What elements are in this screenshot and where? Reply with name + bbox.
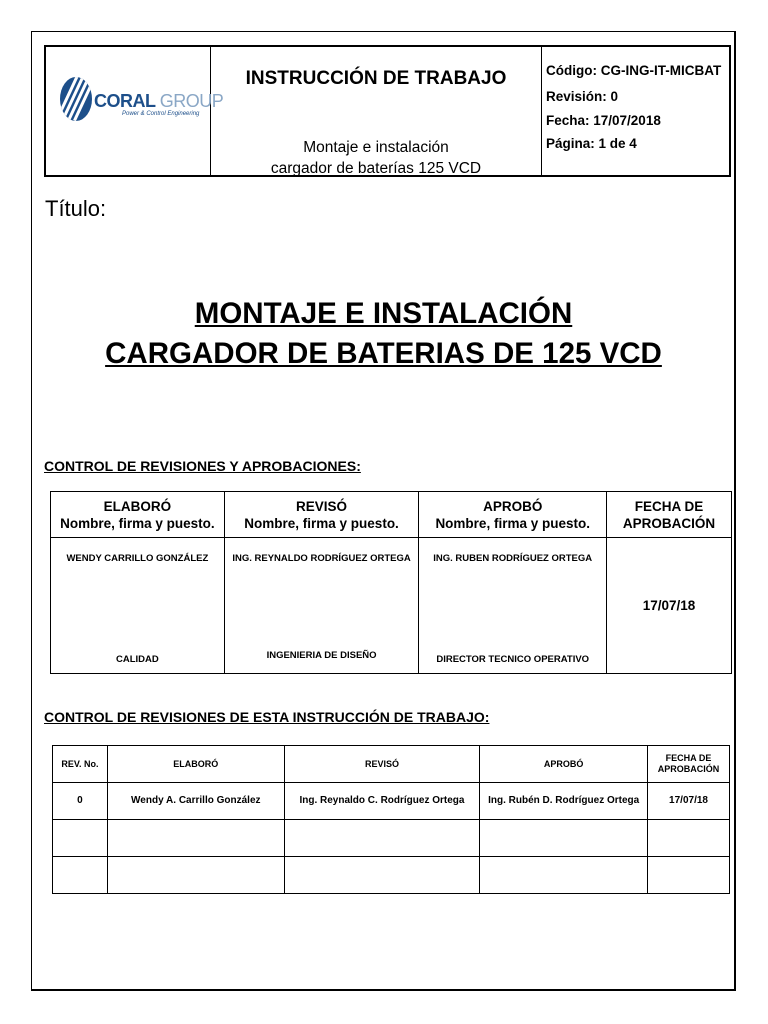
rev-cell: [648, 857, 730, 894]
document-type: INSTRUCCIÓN DE TRABAJO: [245, 68, 507, 89]
elaboro-cell: [51, 538, 225, 674]
document-header: [44, 45, 731, 177]
col-rev-no: REV. No.: [53, 746, 108, 783]
header-reviso: REVISÓ Nombre, firma y puesto.: [224, 492, 419, 538]
rev-cell: Ing. Rubén D. Rodríguez Ortega: [480, 783, 648, 820]
logo-tagline: Power & Control Engineering: [122, 111, 200, 117]
rev-cell: Wendy A. Carrillo González: [107, 783, 284, 820]
document-date: Fecha: 17/07/2018: [546, 113, 661, 128]
logo-cell: [46, 47, 224, 175]
header-elaboro: ELABORÓ Nombre, firma y puesto.: [51, 492, 225, 538]
rev-cell: Ing. Reynaldo C. Rodríguez Ortega: [284, 783, 480, 820]
rev-cell: [107, 857, 284, 894]
rev-cell: [107, 820, 284, 857]
main-title-line-2: CARGADOR DE BATERIAS DE 125 VCD: [105, 337, 662, 370]
col-elaboro: ELABORÓ: [107, 746, 284, 783]
col-reviso: REVISÓ: [284, 746, 480, 783]
col-fecha: FECHA DE APROBACIÓN: [648, 746, 730, 783]
document-page: Página: 1 de 4: [546, 136, 637, 151]
col-aprobo: APROBÓ: [480, 746, 648, 783]
approvals-table: [50, 491, 732, 674]
table-row: [53, 857, 730, 894]
reviso-cell: [224, 538, 419, 674]
document-code: Código: CG-ING-IT-MICBAT: [546, 63, 722, 78]
revisions-table: [52, 745, 730, 894]
rev-cell: [480, 820, 648, 857]
header-fecha: FECHA DE APROBACIÓN: [607, 492, 732, 538]
rev-cell: [480, 857, 648, 894]
approval-date: 17/07/18: [607, 538, 732, 674]
document-subtitle: Montaje e instalación cargador de baterías 125 VCD: [270, 139, 482, 177]
rev-cell: 0: [53, 783, 108, 820]
title-label: Título:: [45, 196, 107, 221]
aprobo-cell: [419, 538, 607, 674]
aprobo-name: ING. RUBEN RODRÍGUEZ ORTEGA: [433, 553, 593, 564]
table-row: [53, 820, 730, 857]
logo-wordmark: CORAL GROUP: [94, 91, 224, 111]
title-cell: [211, 47, 542, 175]
reviso-position: INGENIERIA DE DISEÑO: [266, 650, 377, 661]
rev-cell: 17/07/18: [648, 783, 730, 820]
header-aprobo: APROBÓ Nombre, firma y puesto.: [419, 492, 607, 538]
revisions-section-title: CONTROL DE REVISIONES DE ESTA INSTRUCCIÓN DE TRABAJO:: [44, 709, 490, 725]
rev-cell: [284, 857, 480, 894]
elaboro-position: CALIDAD: [115, 654, 159, 665]
approvals-section-title: CONTROL DE REVISIONES Y APROBACIONES:: [44, 458, 361, 474]
logo-mark-icon: [60, 77, 92, 121]
rev-cell: [53, 820, 108, 857]
rev-cell: [53, 857, 108, 894]
document-revision: Revisión: 0: [546, 89, 619, 104]
rev-cell: [284, 820, 480, 857]
rev-cell: [648, 820, 730, 857]
main-title-line-1: MONTAJE E INSTALACIÓN: [194, 297, 573, 330]
company-logo: [56, 73, 224, 133]
aprobo-position: DIRECTOR TECNICO OPERATIVO: [436, 654, 590, 665]
table-row: [53, 783, 730, 820]
elaboro-name: WENDY CARRILLO GONZÁLEZ: [66, 553, 209, 564]
metadata-cell: [542, 47, 729, 175]
reviso-name: ING. REYNALDO RODRÍGUEZ ORTEGA: [232, 553, 411, 564]
